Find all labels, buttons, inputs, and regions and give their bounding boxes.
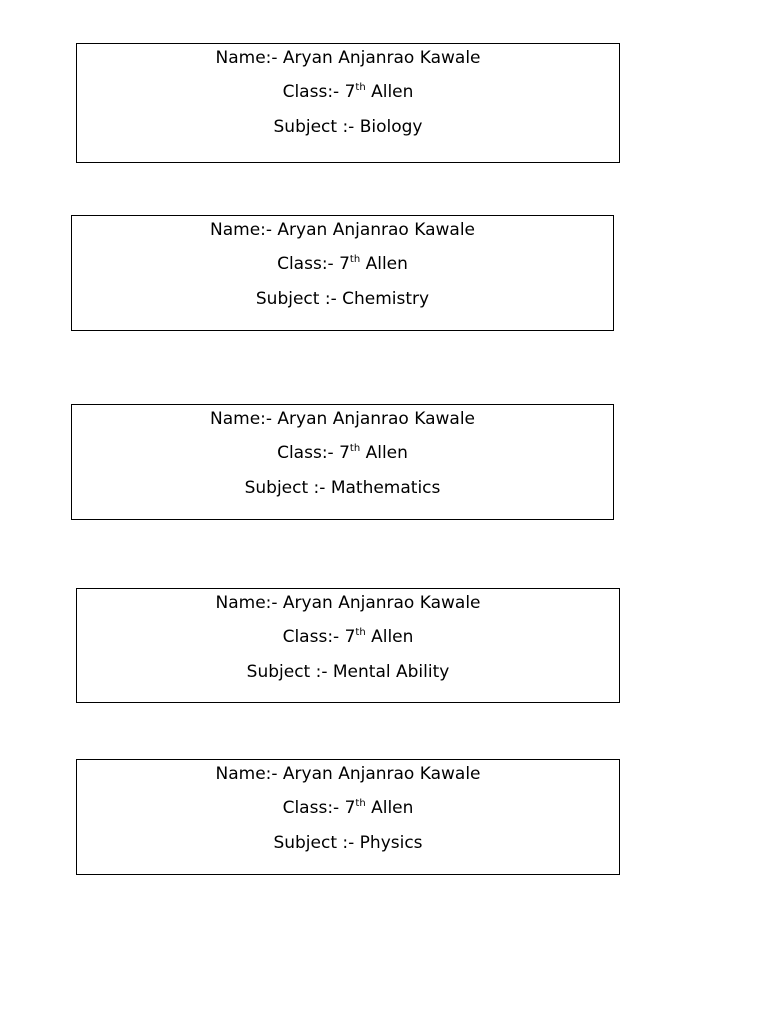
student-name: Aryan Anjanrao Kawale — [277, 409, 475, 429]
class-name: Allen — [360, 254, 408, 274]
class-number: 7 — [344, 82, 356, 102]
student-name-line — [77, 593, 619, 613]
name-prefix: Name:- — [215, 593, 283, 613]
subject-name: Mathematics — [330, 478, 441, 498]
class-line — [72, 254, 613, 274]
subject-line — [77, 833, 619, 853]
class-ordinal-suffix: th — [349, 254, 361, 265]
subject-line — [72, 478, 613, 498]
class-ordinal-suffix: th — [355, 82, 366, 93]
class-ordinal-suffix: th — [355, 798, 366, 809]
student-name-line — [77, 764, 619, 784]
class-prefix: Class:- — [277, 443, 340, 463]
student-name: Aryan Anjanrao Kawale — [277, 220, 475, 240]
notebook-label-mental-ability — [76, 588, 620, 703]
class-ordinal-suffix: th — [355, 627, 366, 638]
class-prefix: Class:- — [277, 254, 340, 274]
subject-prefix: Subject :- — [244, 478, 331, 498]
class-prefix: Class:- — [282, 82, 345, 102]
class-number: 7 — [339, 254, 350, 274]
notebook-label-physics — [76, 759, 620, 875]
student-name: Aryan Anjanrao Kawale — [282, 48, 481, 68]
class-number: 7 — [344, 798, 356, 818]
subject-prefix: Subject :- — [246, 662, 333, 682]
notebook-label-biology — [76, 43, 620, 163]
student-name-line — [72, 220, 613, 240]
notebook-label-mathematics — [71, 404, 614, 520]
subject-name: Chemistry — [342, 289, 430, 309]
class-name: Allen — [365, 798, 414, 818]
class-name: Allen — [360, 443, 408, 463]
class-name: Allen — [365, 627, 414, 647]
subject-prefix: Subject :- — [273, 117, 360, 137]
student-name-line — [72, 409, 613, 429]
class-line — [72, 443, 613, 463]
student-name: Aryan Anjanrao Kawale — [282, 593, 481, 613]
class-number: 7 — [339, 443, 350, 463]
subject-line — [77, 662, 619, 682]
class-prefix: Class:- — [282, 798, 345, 818]
name-prefix: Name:- — [210, 220, 278, 240]
class-ordinal-suffix: th — [349, 443, 361, 454]
name-prefix: Name:- — [210, 409, 278, 429]
subject-line — [77, 117, 619, 137]
student-name-line — [77, 48, 619, 68]
name-prefix: Name:- — [215, 764, 283, 784]
subject-name: Physics — [359, 833, 423, 853]
subject-line — [72, 289, 613, 309]
class-line — [77, 798, 619, 818]
subject-prefix: Subject :- — [255, 289, 343, 309]
class-number: 7 — [344, 627, 356, 647]
class-line — [77, 627, 619, 647]
class-name: Allen — [365, 82, 414, 102]
name-prefix: Name:- — [215, 48, 283, 68]
student-name: Aryan Anjanrao Kawale — [282, 764, 481, 784]
subject-name: Biology — [359, 117, 423, 137]
subject-prefix: Subject :- — [273, 833, 360, 853]
class-prefix: Class:- — [282, 627, 345, 647]
notebook-label-chemistry — [71, 215, 614, 331]
class-line — [77, 82, 619, 102]
subject-name: Mental Ability — [332, 662, 450, 682]
